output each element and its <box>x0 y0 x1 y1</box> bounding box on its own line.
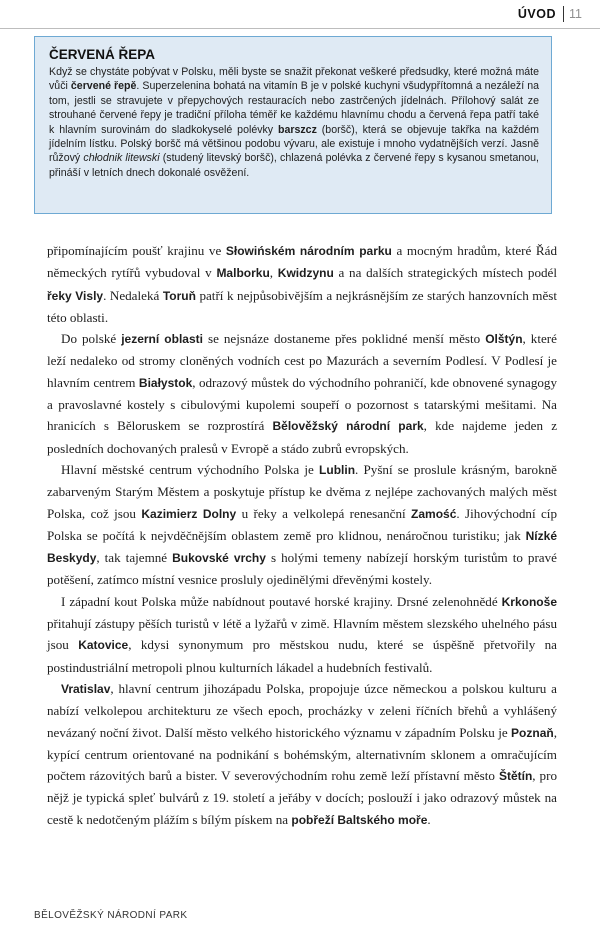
emphasized-term: Poznaň <box>511 725 554 740</box>
emphasized-term: Słowińském národním parku <box>225 244 392 258</box>
emphasized-term: Toruň <box>162 288 196 303</box>
text-run: , hlavní centrum jihozápadu Polska, propojuje úzce německou a polskou kulturu a nabízí velkolepou architekturu ze všech epoch, procházky v zeleni říčních břehů a vyhlášený nevázaný noční život. Další město velkého historického významu v západním Polsku je <box>47 680 557 740</box>
text-run: , odrazový můstek do východního pohraničí, kde obnovené synagogy a pravoslavné kostely s cibulovými kupolemi soupeří o pozornost s tatarskými mešitami. Na hranicích s Běloruskem se rozprostírá <box>47 374 558 434</box>
italic-term: chłodnik litewski <box>83 152 160 165</box>
sidebar-paragraph <box>49 65 539 180</box>
emphasized-term: Białystok <box>138 375 193 390</box>
text-run: , tak tajemné <box>96 550 173 566</box>
body-paragraph <box>47 459 557 591</box>
emphasized-term: pobřeží Baltského moře <box>291 812 428 827</box>
emphasized-term: Katovice <box>78 638 129 653</box>
text-run: přitahují zástupy pěších turistů v létě a lyžařů v zimě. Hlavním městem slezského uhelného pásu jsou <box>47 616 557 653</box>
main-text <box>47 240 557 831</box>
text-run: a mocným hradům, které Řád německých rytířů vybudoval v <box>47 243 557 281</box>
page-number: 11 <box>569 7 582 21</box>
text-run: a na dalších strategických místech podél <box>333 265 557 281</box>
emphasized-term: Zamość <box>411 506 457 521</box>
text-run: , kdysi synonymum pro městskou nudu, které se úspěšně přetvořily na postindustriální metropoli plnou kulturních lákadel a hudebních festivalů. <box>47 637 557 675</box>
text-run: patří k nejpůsobivějším a nejkrásnějším ze starých hanzovních měst této oblasti. <box>47 287 558 325</box>
emphasized-term: Kazimierz Dolny <box>141 506 237 521</box>
emphasized-term: Krkonoše <box>501 594 557 609</box>
header-divider <box>563 6 564 22</box>
body-paragraph <box>47 678 557 831</box>
emphasized-term: jezerní oblasti <box>121 332 203 347</box>
emphasized-term: Štětín <box>498 769 533 784</box>
text-run: . Nedaleká <box>103 287 163 303</box>
emphasized-term: červené řepě <box>70 80 137 93</box>
running-header <box>0 0 600 29</box>
body-paragraph <box>47 328 557 459</box>
emphasized-term: Kwidzynu <box>277 266 334 281</box>
photo-caption: BĚLOVĚŽSKÝ NÁRODNÍ PARK <box>34 910 188 921</box>
text-run: . Pyšní se proslule krásným, barokně zabarveným Starým Městem a poskytuje přístup ke dvěma z nejlépe zachovaných malých měst Polska, což jsou <box>47 461 557 521</box>
text-run: , které leží nedaleko od stromy cloněných vodních cest po Mazurách a severním Podlesí. V Podlesí je hlavním centrem <box>47 331 557 390</box>
text-run: , pro nějž je typická spleť bulvárů z 19. století a jeřáby v docích; poslouží i jako odrazový můstek na cestě k nedotčeným plážím s bílým pískem na <box>47 768 557 827</box>
text-run: Hlavní městské centrum východního Polska je <box>61 461 320 477</box>
text-run: , kypící centrum orientované na podnikání s bohémským, alternativním sklonem a omračujícím počtem rázovitých barů a bister. V severovýchodním rohu země leží přístavní město <box>47 724 557 784</box>
emphasized-term: řeky Visly <box>47 288 104 303</box>
text-run: Když se chystáte pobývat v Polsku, měli byste se snažit překonat veškeré předsudky, které možná máte vůči <box>49 66 539 93</box>
emphasized-term: Bělověžský národní park <box>272 419 424 434</box>
text-run: se nejsnáze dostaneme přes poklidné menší město <box>202 331 486 347</box>
sidebar-box <box>34 36 552 214</box>
text-run: . Jihovýchodní cíp Polska se počítá k nejvděčnějším oblastem země pro klidnou, nenáročnou turistiku; jak <box>47 505 557 543</box>
emphasized-term: Vratislav <box>61 681 111 696</box>
text-run: . Superzelenina bohatá na vitamín B je v polské kuchyni všudypřítomná a nezáleží na tom, jestli se stravujete v přepychových restauracích nebo zastrčených jídelnách. Přílohový salát ze strouhané červené řepy je tradiční příloha téměř ke každému hlavnímu chodu a červená řepa patří také k hlavním surovinám do sladkokyselé polévky <box>49 80 539 136</box>
section-label: ÚVOD <box>517 7 556 21</box>
emphasized-term: Lublin <box>319 462 356 477</box>
body-paragraph <box>47 240 557 328</box>
emphasized-term: Nízké Beskydy <box>47 528 557 566</box>
text-run: s holými temeny nabízejí horským turistům to pravé potěšení, zatímco místní vesnice prosluly ojedinělými dřevěnými kostely. <box>47 550 557 588</box>
text-run: . <box>427 811 431 827</box>
text-run: , <box>269 265 278 281</box>
text-run: I západní kout Polska může nabídnout poutavé horské krajiny. Drsné zelenohnědé <box>61 593 502 609</box>
sidebar-title: ČERVENÁ ŘEPA <box>49 47 156 62</box>
text-run: (studený litevský boršč), chlazená polévka z červené řepy s kysanou smetanou, přináší v letních dnech dokonalé osvěžení. <box>49 152 539 179</box>
text-run: (boršč), která se objevuje takřka na každém jídelním lístku. Polský boršč má většinou podobu vývaru, ale existuje i mnoho vydatnějších verzí. Jasně růžový <box>49 123 539 165</box>
emphasized-term: Olštýn <box>485 332 523 347</box>
text-run: u řeky a velkolepá renesanční <box>236 505 412 521</box>
text-run: , kde najdeme jeden z posledních dochovaných pralesů v Evropě a stádo zubrů evropských. <box>47 418 558 456</box>
body-paragraph <box>47 591 557 678</box>
emphasized-term: barszcz <box>278 123 317 136</box>
text-run: připomínajícím poušť krajinu ve <box>47 243 226 258</box>
text-run: Do polské <box>61 331 122 347</box>
emphasized-term: Malborku <box>216 266 270 281</box>
emphasized-term: Bukovské vrchy <box>172 551 266 566</box>
